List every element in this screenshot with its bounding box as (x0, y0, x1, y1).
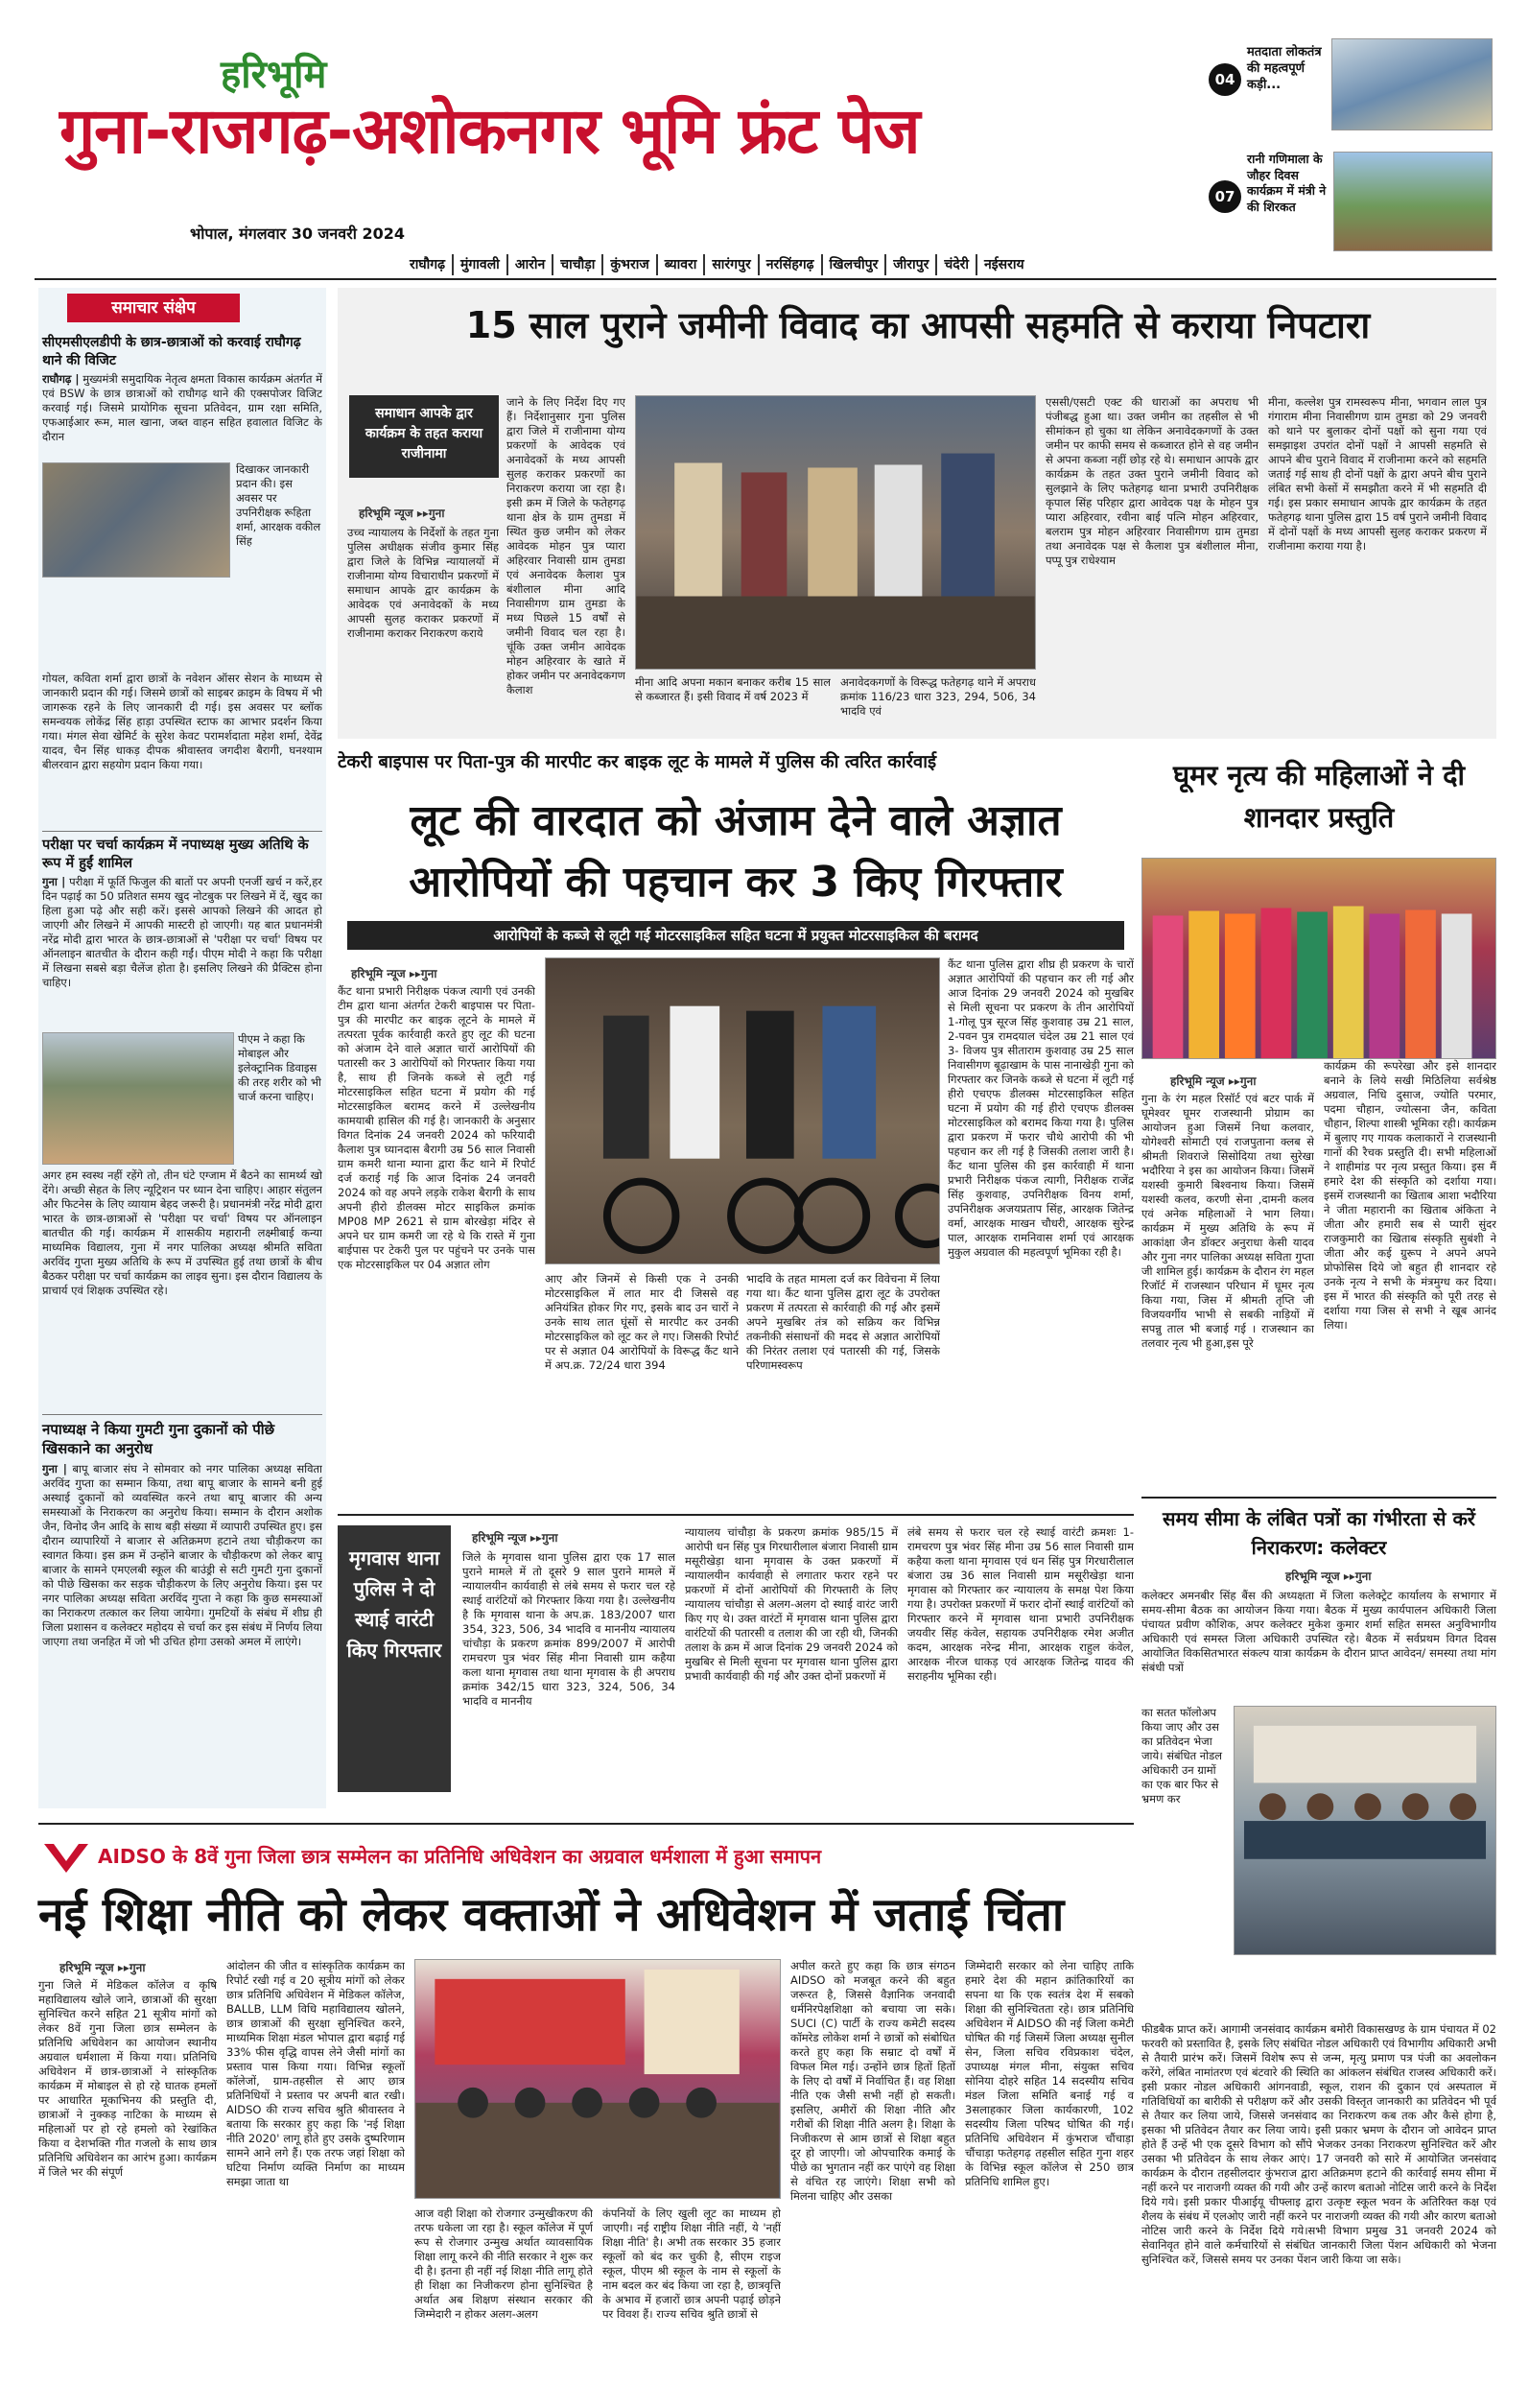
robbery-byline: हरिभूमि न्यूज ▸▸गुना (351, 967, 437, 980)
masthead-rule (35, 278, 1496, 280)
collector-byline: हरिभूमि न्यूज ▸▸गुना (1285, 1570, 1372, 1583)
brief-photo (42, 462, 230, 578)
lead-col-3: मीना आदि अपना मकान बनाकर करीब 15 साल से कब्जारत हैं। इसी विवाद में वर्ष 2023 में (635, 675, 831, 703)
aidso-headline: नई शिक्षा नीति को लेकर वक्ताओं ने अधिवेशन में जताई चिंता (38, 1888, 1065, 1942)
divider (42, 1414, 322, 1415)
lead-story (338, 288, 1496, 739)
robbery-kicker: टेकरी बाइपास पर पिता-पुत्र की मारपीट कर बाइक लूट के मामले में पुलिस की त्वरित कार्रवाई (338, 752, 937, 772)
lead-col-6: मीना, कल्लेश पुत्र रामस्वरूप मीना, भगवान लाल पुत्र गंगाराम मीना निवासीगण ग्राम तुमडा को 29 जनवरी को थाने पर बुलाकर दोनों पक्षों को सुना गया एवं समझाइश उपरांत दोनों पक्षों ने आपसी सहमति से आपने बीच पुराने विवाद में राजीनामा करने को सहमति जताई गई साथ ही दोनों पक्षों के द्वारा अपने बीच पुराने लंबित सभी केसों में समझौता करने में भी सहमति दी गई। इस प्रकार समाधान आपके द्वार कार्यक्रम के तहत फतेहगढ़ थाना पुलिस द्वारा 15 वर्ष पुराने जमीनी विवाद में दोनों पक्षों के मध्य आपसी सुलह कराकर प्रकरण में राजीनामा कराया गया है। (1268, 395, 1487, 553)
warrant-headline-box (338, 1525, 451, 1792)
town-tab[interactable]: नईसराय (984, 257, 1024, 272)
lead-col-4: अनावेदकगणों के विरूद्ध फतेहगढ़ थाने में अपराध क्रमांक 116/23 धारा 323, 294, 506, 34 भादवि एवं (840, 675, 1036, 718)
aidso-col-1: गुना जिले में मेडिकल कॉलेज व कृषि महाविद्यालय खोले जाने, छात्राओं की सुरक्षा सुनिश्चित करने सहित 21 सूत्रीय मांगों को लेकर 8वें गुना जिला छात्र सम्मेलन के प्रतिनिधि अधिवेशन का आयोजन स्थानीय अग्रवाल धर्मशाला में किया गया। प्रतिनिधि अधिवेशन में छात्र-छात्राओं ने सांस्कृतिक कार्यक्रम में मोबाइल से हो रहे घातक हमलों पर आधारित मूकाभिनय की प्रस्तुति दी, छात्राओं ने नुक्कड़ नाटिका के माध्यम से महिलाओं पर हो रहे हमलो को रेखांकित किया व देशभक्ति गीत गजलो के साथ छात्र प्रतिनिधि अधिवेशन का आरंभ हुआ। कार्यक्रम में जिले भर की संपूर्ण (38, 1978, 217, 2179)
ghoomar-headline: घूमर नृत्य की महिलाओं ने दी शानदार प्रस्तुति (1173, 759, 1465, 834)
robbery-photo (545, 957, 940, 1264)
brief-photo (42, 1032, 234, 1165)
divider (42, 831, 322, 832)
brief-text: मुख्यमंत्री समुदायिक नेतृत्व क्षमता विकास कार्यक्रम अंतर्गत में एवं BSW के छात्र छात्राओं को राघौगढ़ थाने की एक्सपोजर विजिट करवाई गई। जिसमे प्रायोगिक सूचना प्रतिवेदन, ग्राम रक्षा समिति, एफआईआर रूम, माल खाना, जब्त वाहन सहित हवालात विजिट के दौरान (42, 372, 322, 443)
brief-text: परीक्षा में फूर्ति फिजुल की बातों पर अपनी एनर्जी खर्च न करें,हर दिन पढ़ाई का 50 प्रतिशत समय खुद नोटबुक पर लिखने में दें, खुद का हिला हुआ पढ़े और सही करें। इससे आपको लिखने की आदत हो जाएगी और लिखने में आपकी मास्टरी हो जाएगी। यह बात प्रधानमंत्री नरेंद्र मोदी द्वारा भारत के छात्र-छात्राओं से 'परीक्षा पर चर्चा' विषय पर ऑनलाइन बातचीत के दौरान कही गईं। पीएम मोदी ने कहा कि परीक्षा में लिखना सबसे बड़ा चैलेंज होता है। इसलिए लिखने की प्रैक्टिस होना चाहिए। (42, 875, 322, 989)
brief-headline: परीक्षा पर चर्चा कार्यक्रम में नपाध्यक्ष मुख्य अतिथि के रूप में हुईं शामिल (42, 838, 309, 871)
teaser-number: 04 (1209, 63, 1241, 96)
lead-headline: 15 साल पुराने जमीनी विवाद का आपसी सहमति से कराया निपटारा (465, 304, 1371, 346)
warrant-col-3: लंबे समय से फरार चल रहे स्थाई वारंटी क्रमशः 1-रामचरण पुत्र भंवर सिंह मीना उम्र 56 साल निवासी ग्राम कहैया कला थाना मृगवास एवं धन सिंह पुत्र गिरधारीलाल बंजारा उम्र 36 साल निवासी ग्राम मसूरीखेड़ा थाना मृगवास को गिरफ्तार कर न्यायालय के समक्ष पेश किया गया है। उपरोक्त प्रकरणों में फरार दोनों स्थाई वारंटियों को गिरफ्तार करने में मृगवास थाना प्रभारी उपनिरीक्षक जयवीर सिंह कंवेल, सहायक उपनिरीक्षक रमेश अजीत कदम, आरक्षक नरेन्द्र मीना, आरक्षक राहुल कंवेल, आरक्षक नीरज धाकड़ एवं आरक्षक जितेन्द्र यादव की सराहनीय भूमिका रही। (907, 1525, 1134, 1683)
aidso-col-6: जिम्मेदारी सरकार को लेना चाहिए ताकि हमारे देश की महान क्रांतिकारियों का सपना था कि एक स्वतंत्र देश में सबको शिक्षा की सुनिश्चितता रहे। छात्र प्रतिनिधि अधिवेशन में AIDSO की नई जिला कमेटी घोषित की गई जिसमें जिला अध्यक्ष सुनील सेन, जिला सचिव रविप्रकाश चंदेल, उपाध्यक्ष मंगल मीना, संयुक्त सचिव सोनिया दोहरे सहित 14 सदस्यीय सचिव मंडल जिला समिति बनाई गई व 3सलाहकार जिला कार्यकारणी, 102 सदस्यीय जिला परिषद घोषित की गई। प्रतिनिधि अधिवेशन में कुंभराज चौंचाड़ा चौंचाड़ा फतेहगढ़ तहसील सहित गुना शहर के विभिन्न स्कूल कॉलेज से 250 छात्र प्रतिनिधि शामिल हुए। (965, 1959, 1134, 2188)
aidso-col-3: आज वही शिक्षा को रोजगार उन्मुखीकरण की तरफ धकेला जा रहा है। स्कूल कॉलेज में पूर्ण रूप से रोजगार उन्मुख अर्थात व्यावसायिक शिक्षा लागू करने की नीति सरकार ने शुरू कर दी है। इतना ही नहीं नई शिक्षा नीति लागू होते ही शिक्षा का निजीकरण होना सुनिश्चित है अर्थात अब शिक्षण संस्थान सरकार की जिम्मेदारी न होकर अलग-अलग (414, 2207, 593, 2321)
collector-lead: कलेक्टर अमनबीर सिंह बैंस की अध्यक्षता में जिला कलेक्ट्रेट कार्यालय के सभागार में समय-सीमा बैठक का आयोजन किया गया। बैठक में मुख्य कार्यपालन अधिकारी जिला पंचायत प्रवीण कौशिक, अपर कलेक्टर मुकेश कुमार शर्मा सहित समस्त अनुविभागीय अधिकारी एवं समस्त जिला अधिकारी उपस्थित रहे। बैठक में सर्वप्रथम विगत दिवस आयोजित विकसितभारत संकल्प यात्रा कार्यक्रम के दौरान प्राप्त आवेदन/ समस्या तथा मांग संबंधी पत्रों (1141, 1589, 1496, 1674)
brief-body-side: दिखाकर जानकारी प्रदान की। इस अवसर पर उपनिरीक्षक रूहिता शर्मा, आरक्षक वकील सिंह (236, 462, 321, 548)
town-tab[interactable]: ब्यावरा (658, 254, 706, 275)
town-tab[interactable]: चंदेरी (937, 254, 977, 275)
warrant-headline: मृगवास थाना पुलिस ने दो स्थाई वारंटी किए गिरफ्तार (346, 1546, 442, 1662)
brief-headline: नपाध्यक्ष ने किया गुमटी गुना दुकानों को पीछे खिसकाने का अनुरोध (42, 1421, 275, 1457)
lead-col-1: उच्च न्यायालय के निर्देशों के तहत गुना पुलिस अधीक्षक संजीव कुमार सिंह द्वारा जिले के विभिन्न न्यायालयों में राजीनामा योग्य विचाराधीन प्रकरणों में समाधान आपके द्वार कार्यक्रम के आवेदक एवं अनावेदकों के मध्य आपसी सुलह कराकर प्रकरणों में राजीनामा कराकर निराकरण कराये (347, 526, 499, 640)
town-tab[interactable]: आरोन (508, 254, 553, 275)
teaser-box-1[interactable] (1209, 38, 1496, 144)
dateline: भोपाल, मंगलवार 30 जनवरी 2024 (190, 224, 405, 243)
warrant-story (338, 1514, 1134, 1802)
photo-meeting (1235, 1707, 1495, 1954)
town-tab[interactable]: मुंगावली (454, 254, 508, 275)
aidso-col-5: अपील करते हुए कहा कि छात्र संगठन AIDSO को मजबूत करने की बहुत जरूरत है, जिससे वैज्ञानिक जनवादी धर्मनिरपेक्षशिक्षा को बचाया जा सके। SUCI (C) पार्टी के राज्य कमेटी सदस्य कॉमरेड लोकेश शर्मा ने छात्रों को संबोधित करते हुए कहा कि सम्राट दो वर्षों में विफल मिल गई। उन्होंने छात्र हितों हितों के लिए दो वर्षों में निर्वाचित हैं। वह शिक्षा नीति एक जैसी सभी नहीं हो सकती। इसलिए, अमीरों की शिक्षा नीति और गरीबों की शिक्षा नीति अलग है। शिक्षा के निजीकरण से आम छात्रों से शिक्षा बहुत दूर हो जाएगी। जो ओपचारिक कमाई के पीछे का भुगतान नहीं कर पाएंगे वह शिक्षा से वंचित रह जाएंगे। शिक्षा सभी को मिलना चाहिए और उसका (790, 1959, 955, 2203)
warrant-byline: हरिभूमि न्यूज ▸▸गुना (472, 1531, 558, 1545)
aidso-col-2: आंदोलन की जीत व सांस्कृतिक कार्यक्रम का रिपोर्ट रखी गई व 20 सूत्रीय मांगों को लेकर छात्र प्रतिनिधि अधिवेशन में मेडिकल कॉलेज, BALLB, LLM विधि महाविद्यालय खोलने, छात्र छात्राओं की सुरक्षा सुनिश्चित करने, माध्यमिक शिक्षा मंडल भोपाल द्वारा बढ़ाई गई 33% फीस वृद्धि वापस लेने जैसी मांगों का प्रस्ताव पास किया गया। विभिन्न स्कूलों कॉलेजों, ग्राम-तहसील से आए छात्र प्रतिनिधियों ने प्रस्ताव पर अपनी बात रखी। AIDSO की राज्य सचिव श्रुति श्रीवास्तव ने बताया कि सरकार हुए कहा कि 'नई शिक्षा नीति 2020' लागू होते हुए उसके दुष्परिणाम सामने आने लगे हैं। एक तरफ जहां शिक्षा को घटिया निर्माण व्यक्ति निर्माण का माध्यम समझा जाता था (226, 1959, 405, 2188)
robbery-subhead: आरोपियों के कब्जे से लूटी गई मोटरसाइकिल सहित घटना में प्रयुक्त मोटरसाइकिल की बरामद (347, 921, 1124, 950)
brief-place: राघौगढ़ | (42, 372, 80, 386)
aidso-logo-icon (44, 1844, 88, 1873)
brief-body-side: पीएम ने कहा कि मोबाइल और इलेक्ट्रानिक डिवाइस की तरह शरीर को भी चार्ज करना चाहिए। (238, 1032, 321, 1103)
collector-headline: समय सीमा के लंबित पत्रों का गंभीरता से करें निराकरण: कलेक्टर (1163, 1507, 1475, 1559)
town-tab[interactable]: राघौगढ़ (403, 254, 454, 275)
brief-body (42, 875, 322, 1028)
lead-byline: हरिभूमि न्यूज ▸▸गुना (359, 507, 445, 520)
warrant-col-2: न्यायालय चांचौड़ा के प्रकरण क्रमांक 985/15 में आरोपी धन सिंह पुत्र गिरधारीलाल बंजारा निवासी ग्राम मसूरीखेड़ा थाना मृगवास के उक्त प्रकरणों में न्यायालयीन कार्यवाही से लगातार फरार रहने पर प्रकरणों में दोनों आरोपियों की गिरफ्तारी के लिए न्यायालय चांचौड़ा से अलग-अलग दो स्थाई वारंट जारी किए गए थे। उक्त वारंटों में मृगवास थाना पुलिस द्वारा वारंटियों की पतारसी व तलाश की जा रही थी, जिनकी तलाश के क्रम में आज दिनांक 29 जनवरी 2024 को मुखबिर से मिली सूचना पर मृगवास थाना पुलिस द्वारा प्रभावी कार्यवाही की गई और उक्त दोनों प्रकरणों में (685, 1525, 898, 1683)
brief-body (42, 372, 322, 459)
lead-col-5: एससी/एसटी एक्ट की धाराओं का अपराध भी पंजीबद्ध हुआ था। उक्त जमीन का तहसील से भी सीमांकन हो चुका था लेकिन अनावेदकगणों के उक्त जमीन पर काफी समय से कब्जारत होने से वह जमीन से अपना कब्जा नहीं छोड़ रहे थे। समाधान आपके द्वार कार्यक्रम के तहत उक्त पुराने जमीनी विवाद को सुलझाने के लिए फतेहगढ़ थाना प्रभारी उपनिरीक्षक कृपाल सिंह परिहार द्वारा आवेदक पक्ष के मोहन पुत्र प्यारा अहिरवार, रवीना बाई पत्नि मोहन अहिरवार, बलराम पुत्र मोहन अहिरवार निवासीगण ग्राम तुमडा तथा अनावेदक पक्ष से कैलाश पुत्र बंशीलाल मीना, पप्पू पुत्र राधेश्याम (1046, 395, 1258, 567)
ghoomar-col-1: गुना के रंग महल रिसॉर्ट एवं बटर पार्क में घूमेश्वर घूमर राजस्थानी प्रोग्राम का आयोजन हुआ जिसमें निधा कलवार, योगेश्वरी सोमाटी एवं राजपुताना क्लब से श्रीमती शिवराजे सिसोदिया तथा सुरेखा भदौरिया ने इस का आयोजन किया। जिसमें यशस्वी कुमारी बिश्वनाथ किया। जिसमें यशस्वी कलव, करणी सेना ,दामनी कलव एवं अनेक महिलाओं ने भाग लिया। कार्यक्रम में मुख्य अतिथि के रूप में आकांक्षा जैन डॉक्टर अनुराधा केसी यादव और गुना नगर पालिका अध्यक्ष सविता गुप्ता जी शामिल हुई। कार्यक्रम के दौरान रंग महल रिजॉर्ट में राजस्थान परिधान में घूमर नृत्य किया गया, जिस में श्रीमती तृप्ति जी विजयवर्गीय भाभी से सबकी नाड़ियों में सपन्नु ताल भी बजाई गई । राजस्थान का तलवार नृत्य भी हुआ,इस पूरे (1141, 1092, 1314, 1350)
brief-text: बापू बाजार संघ ने सोमवार को नगर पालिका अध्यक्ष सविता अरविंद गुप्ता का सम्मान किया, तथा बापू बाजार के सामने बनी हुई अस्थाई दुकानों को व्यवस्थित करने तथा बापू बाजार की अन्य समस्याओं के निराकरण का अनुरोध किया। सम्मान के दौरान अशोक जैन, विनोद जैन आदि के साथ बड़ी संख्या में व्यापारी उपस्थित हुए। इस दौरान व्यापारियों ने बाजार से अतिक्रमण हटाने तथा चौड़ीकरण का स्वागत किया। इस क्रम में उन्होंने बाजार के चौड़ीकरण को लेकर बापू बाजार के सामने एमएलबी स्कूल की बाउंड्री से सटी गुमटी गुना दुकानों को पीछे खिसका कर सड़क चौड़ीकरण के लिए अनुरोध किया। इस पर नगर पालिका अध्यक्ष सविता अरविंद गुप्ता ने कहा कि कुछ समस्याओं का निराकरण तत्काल कर लिया जायेगा। गुमटियों के संबंध में शीघ्र ही जिला प्रशासन व कलेक्टर महोदय से चर्चा कर इस संबंध में निर्णय लिया जाएगा तथा जनहित में जो भी उचित होगा उसको अमल में लाएंगे। (42, 1462, 322, 1648)
teaser-photo (1331, 38, 1493, 130)
collector-side: का सतत फॉलोअप किया जाए और उस का प्रतिवेदन भेजा जाये। संबंधित नोडल अधिकारी उन ग्रामों का एक बार फिर से भ्रमण कर (1141, 1706, 1223, 1806)
robbery-headline-1: लूट की वारदात को अंजाम देने वाले अज्ञात (410, 796, 1062, 845)
brief-body (42, 1462, 322, 1793)
town-tab[interactable]: जीरापुर (886, 254, 937, 275)
aidso-col-4: कंपनियों के लिए खुली लूट का माध्यम हो जाएगी। नई राष्ट्रीय शिक्षा नीति नहीं, ये 'नहीं शिक्षा नीति' है। अभी तक सरकार 35 हजार स्कूलों को बंद कर चुकी है, सीएम राइज स्कूल, पीएम श्री स्कूल के नाम से स्कूलों के नाम बदल कर बंद किया जा रहा है, छात्रवृत्ति के अभाव में हजारों छात्र अपनी पढ़ाई छोड़ने पर विवश हैं। राज्य सचिव श्रुति छात्रों से (602, 2207, 781, 2321)
lead-callout (349, 395, 499, 478)
ghoomar-photo (1141, 858, 1496, 1059)
town-tab[interactable]: चाचौड़ा (553, 254, 603, 275)
brief-place: गुना | (42, 875, 66, 888)
collector-photo (1234, 1706, 1496, 1955)
town-tabs (403, 254, 1031, 277)
news-brief-sidebar (38, 288, 326, 1808)
photo-bikes (546, 958, 939, 1263)
aidso-photo (414, 1959, 781, 2199)
edition-title: गुना-राजगढ़-अशोकनगर भूमि फ्रंट पेज (59, 94, 920, 168)
brief-body-cont: गोयल, कविता शर्मा द्वारा छात्रों के नवेशन ऑसर सेशन के माध्यम से जानकारी प्रदान की गई। जिसमे छात्रों को साइबर क्राइम के विषय में भी जागरूक रहने के लिए जानकारी दी गई। इस अवसर पर ब्लॉक समन्वयक लोकेंद्र सिंह हाड़ा उपस्थित स्टाफ का आभार प्रदर्शन किया गया। मंगल सेवा खेमिर्ट के सुरेश केवट परामर्शदाता महेश शर्मा, देवेंद्र यादव, चैन सिंह धाकड़ दीपक श्रीवास्तव जगदीश बैरागी, घनश्याम बीलरवान द्वारा सहयोग प्रदान किया गया। (42, 672, 322, 771)
robbery-col-3: भादवि के तहत मामला दर्ज कर विवेचना में लिया गया था। कैंट थाना पुलिस द्वारा लूट के उपरोक्त प्रकरण में तत्परता से कार्रवाही की गई और इसमें अपने मुखबिर तंत्र को सक्रिय कर विभिन्न तकनीकी संसाधनों की मदद से अज्ञात आरोपियों की निरंतर तलाश एवं पतारसी की गई, जिसके परिणामस्वरूप (746, 1272, 940, 1372)
teaser-text: रानी गणिमाला के जौहर दिवस कार्यक्रम में मंत्री ने की शिरकत (1247, 152, 1327, 214)
robbery-col-2: आए और जिनमें से किसी एक ने उनकी मोटरसाइकिल में लात मार दी जिससे वह अनियंत्रित होकर गिर गए, इसके बाद उन चारों ने उनके साथ लात घूंसों से मारपीट कर उनकी मोटरसाइकिल को लूट कर ले गए। जिसकी रिपोर्ट पर से अज्ञात 04 आरोपियों के विरूद्ध कैंट थाने में अप.क्र. 72/24 धारा 394 (545, 1272, 739, 1372)
aidso-story (38, 1823, 1134, 2398)
teaser-photo (1333, 152, 1493, 251)
masthead (0, 0, 1529, 278)
robbery-story (338, 748, 1134, 1497)
ghoomar-col-2: कार्यक्रम की रूपरेखा और इसे शानदार बनाने के लिये सखी मिठिलिया सर्वश्रेष्ठ अग्रवाल, निधि दुसाज, ज्योति परमार, पदमा चौहान, ज्योत्सना जैन, कविता चौहान, शिल्पा शास्त्री भूमिका रही। कार्यक्रम में बुलाए गए गायक कलाकारों ने राजस्थानी गानों की रैचक प्रस्तुति दी। सभी महिलाओं ने शाहीमांड पर नृत्य प्रस्तुत किया। इस मैं हमारे देश की संस्कृति को दर्शाया गया। इसमें राजस्थानी का खिताब आशा भदौरिया ने जीता महारानी का खिताब अंकिता ने जीता और हमारी सब से प्यारी सुंदर राजकुमारी का खिताब संस्कृति सुबंशी ने जीता और कई ग्रुरूप ने अपने अपने प्रोफोसिस दिये जो बहुत ही शानदार रहे उनके नृत्य ने सभी के मंत्रमुग्ध कर दिया। इस में भारत की संस्कृति को पूरी तरह से दर्शाया गया जिस से सभी ने खूब आनंद लिया। (1324, 1059, 1496, 1332)
lead-photo (635, 395, 1036, 670)
collector-story (1141, 1497, 1496, 2398)
teaser-number: 07 (1209, 180, 1241, 213)
aidso-kicker: AIDSO के 8वें गुना जिला छात्र सम्मेलन का प्रतिनिधि अधिवेशन का अग्रवाल धर्मशाला में हुआ समापन (98, 1845, 822, 1868)
sidebar-title: समाचार संक्षेप (67, 294, 240, 322)
teaser-box-2[interactable] (1209, 152, 1496, 257)
photo-convention (415, 1960, 780, 2198)
lead-col-2: जाने के लिए निर्देश दिए गए हैं। निर्देशानुसार गुना पुलिस द्वारा जिले में राजीनामा योग्य प्रकरणों के आवेदक एवं अनावेदकों के मध्य आपसी सुलह कराकर प्रकरणों का निराकरण कराया जा रहा है। इसी क्रम में जिले के फतेहगढ़ थाना क्षेत्र के ग्राम तुमडा में स्थित कुछ जमीन को लेकर आवेदक मोहन पुत्र प्यारा अहिरवार निवासी ग्राम तुमडा एवं अनावेदक कैलाश पुत्र बंशीलाल मीना आदि निवासीगण ग्राम तुमडा के मध्य पिछले 15 वर्षों से जमीनी विवाद चल रहा है। चूंकि उक्त जमीन आवेदक मोहन अहिरवार के खाते में होकर जमीन पर अनावेदकगण कैलाश (506, 395, 625, 696)
town-tab[interactable]: कुंभराज (603, 254, 657, 275)
ghoomar-story (1141, 748, 1496, 1487)
robbery-col-1: कैंट थाना प्रभारी निरीक्षक पंकज त्यागी एवं उनकी टीम द्वारा थाना अंतर्गत टेकरी बाइपास पर पिता-पुत्र की मारपीट कर बाइक लूटने के मामले में तत्परता पूर्वक कार्रवाही करते हुए लूट की घटना को अंजाम देने वाले अज्ञात चारों आरोपियों की पतारसी कर 3 आरोपियों को गिरफ्तार किया गया है, साथ ही जिनके कब्जे से लूटी गई मोटरसाइकिल सहित घटना में प्रयोग की गई मोटरसाइकिल बरामद करने में उल्लेखनीय कामयाबी हासिल की गई है। जानकारी के अनुसार विगत दिनांक 24 जनवरी 2024 को फरियादी कैलाश पुत्र घ्यानदास बैरागी उम्र 56 साल निवासी ग्राम कमरी थाना म्याना द्वारा कैंट थाने में रिपोर्ट दर्ज कराई गई कि आज दिनांक 24 जनवरी 2024 को वह अपने लड़के राकेश बैरागी के साथ अपनी हीरो डीलक्स मोटर साइकिल क्रमांक MP08 MP 2621 से ग्राम बोरखेड़ा मंदिर से अपने घर ग्राम कमरी जा रहे थे कि रास्ते में गुना बाईपास पर टेकरी पुल पर पहुंचने पर उनके पास एक मोटरसाइकिल पर 04 अज्ञात लोग (338, 984, 535, 1271)
brief-body-cont: अगर हम स्वस्थ नहीं रहेंगे तो, तीन घंटे एग्जाम में बैठने का सामर्थ्य खो देंगे। अच्छी सेहत के लिए न्यूट्रिशन पर ध्यान देना चाहिए। आहार संतुलन और फिटनेस के लिए व्यायाम बेहद जरूरी है। प्रधानमंत्री नरेंद्र मोदी द्वारा भारत के छात्र-छात्राओं से 'परीक्षा पर चर्चा' विषय पर ऑनलाइन बातचीत की गई। कार्यक्रम में शासकीय महारानी लक्ष्मीबाई कन्या माध्यमिक विद्यालय, गुना में नगर पालिका अध्यक्ष श्रीमति सविता अरविंद गुप्ता मुख्य अतिथि के रूप में उपस्थित हुई तथा छात्रों के बीच बैठकर परीक्षा पर चर्चा कार्यक्रम का लाइव सुना। इस दौरान विद्यालय के प्राचार्य एवं शिक्षक उपस्थित रहे। (42, 1169, 322, 1297)
town-tab[interactable]: सारंगपुर (705, 254, 759, 275)
teaser-text: मतदाता लोकतंत्र की महत्वपूर्ण कड़ी... (1247, 45, 1322, 92)
town-tab[interactable]: नरसिंहगढ़ (760, 254, 823, 275)
ghoomar-byline: हरिभूमि न्यूज ▸▸गुना (1170, 1074, 1257, 1088)
photo-dancers (1142, 859, 1495, 1058)
brief-place: गुना | (42, 1462, 67, 1475)
robbery-headline-2: आरोपियों की पहचान कर 3 किए गिरफ्तार (409, 858, 1063, 907)
brief-headline: सीएमसीएलडीपी के छात्र-छात्राओं को करवाई राघौगढ़ थाने की विजिट (42, 335, 301, 368)
robbery-col-4: कैंट थाना पुलिस द्वारा शीघ्र ही प्रकरण के चारों अज्ञात आरोपियों की पहचान कर ली गई और आज दिनांक 29 जनवरी 2024 को मुखबिर से मिली सूचना पर प्रकरण के तीन आरोपियों 1-गोलू पुत्र सूरज सिंह कुशवाह उम्र 21 साल, 2-पवन पुत्र रामदयाल चंदेल उम्र 21 साल एवं 3- विजय पुत्र सीताराम कुशवाह उम्र 25 साल निवासीगण बूढ़ाखाम के पास नानाखेड़ी गुना को गिरफ्तार कर जिनके कब्जे से घटना में लूटी गई हीरो एचएफ डीलक्स मोटरसाइकिल सहित घटना में प्रयोग की गई हीरो एचएफ डीलक्स मोटरसाइकिल को बरामद किया गया है। पुलिस द्वारा प्रकरण में फरार चौथे आरोपी की भी पहचान कर ली गई है जिसकी तलाश जारी है। कैंट थाना पुलिस की इस कार्रवाही में थाना प्रभारी निरीक्षक पंकज त्यागी, निरीक्षक राजेंद्र सिंह कुशवाह, उपनिरीक्षक विनय शर्मा, उपनिरीक्षक अजयप्रताप सिंह, आरक्षक जितेन्द्र वर्मा, आरक्षक माखन चौधरी, आरक्षक सुरेन्द्र पाल, आरक्षक रामनिवास शर्मा एवं आरक्षक मुकुल अग्रवाल की महत्वपूर्ण भूमिका रही है। (948, 957, 1134, 1259)
collector-body: फीडबैक प्राप्त करें। आगामी जनसंवाद कार्यक्रम बमोरी विकासखण्ड के ग्राम पंचायत में 02 फरवरी को प्रस्तावित है, इसके लिए संबंधित नोडल अधिकारी एवं विभागीय अधिकारी अभी से तैयारी प्रारंभ करें। जिसमें विशेष रूप से जन्म, मृत्यु प्रमाण पत्र पंजी का अवलोकन करेंगे, लंबित नामांतरण एवं बंटवारे की स्थिति का आंकलन संबंधित राजस्व अधिकारी करें। इसी प्रकार नोडल अधिकारी आंगनवाडी, स्कूल, राशन की दुकान एवं अस्पताल में गतिविधियों का बारीकी से परीक्षण करें और उसकी विस्तृत जानकारी का प्रतिवेदन भी पूर्व से तैयार कर लिया जाये, जिससे जनसंवाद का निराकरण कब तक और कैसे होगा है, इसका भी प्रतिवेदन तैयार कर लिया जाये। इसी प्रकार भ्रमण के दौरान जो आवेदन प्राप्त होते हैं उन्हें भी एक दूसरे विभाग को सौंपे भेजकर उनका निराकरण सुनिश्चित करें और उसका भी प्रतिवेदन के साथ लेकर आएं। 17 जनवरी को सारे में आयोजित जनसंवाद कार्यक्रम के दौरान तहसीलदार कुंभराज द्वारा अतिक्रमण हटाने की कार्रवाई समय सीमा में नहीं करने पर नाराजगी व्यक्त की गयी और उन्हें कारण बताओ नोटिस जारी करने के निर्देश दिये गये। इसी प्रकार पीआईयू चीफ्लाइ द्वारा उत्कृष्ट स्कूल भवन के अतिरिक्त कक्ष एवं शैलय के संबंध में एलओए जारी नहीं करने पर नाराजगी व्यक्त की गयी और कारण बताओ नोटिस जारी करने के निर्देश दिये गये।सभी विभाग प्रमुख 31 जनवरी 2024 को सेवानिवृत होने वाले कर्मचारियों से संबंधित जानकारी जिला पेंशन अधिकारी को भेजना सुनिश्चित करें, जिससे समय पर उनका पेंशन जारी किया जा सके। (1141, 2022, 1496, 2266)
town-tab[interactable]: खिलचीपुर (823, 254, 887, 275)
aidso-byline: हरिभूमि न्यूज ▸▸गुना (59, 1961, 146, 1974)
warrant-col-1: जिले के मृगवास थाना पुलिस द्वारा एक 17 साल पुराने मामले में तो दूसरे 9 साल पुराने मामले में न्यायालयीन कार्यवाही से लंबे समय से फरार चल रहे स्थाई वारंटियों को गिरफ्तार किया गया है। उल्लेखनीय है कि मृगवास थाना के अप.क्र. 183/2007 धारा 354, 323, 506, 34 भादवि व माननीय न्यायालय चांचौड़ा के प्रकरण क्रमांक 899/2007 में आरोपी रामचरण पुत्र भंवर सिंह मीना निवासी ग्राम कहैया कला थाना मृगवास तथा थाना मृगवास के ही अपराध क्रमांक 342/15 धारा 323, 324, 506, 34 भादवि व माननीय (462, 1550, 675, 1708)
callout-text: समाधान आपके द्वार कार्यक्रम के तहत कराया राजीनामा (365, 406, 483, 461)
photo-people (636, 396, 1035, 669)
brand-logo: हरिभूमि (221, 53, 327, 97)
